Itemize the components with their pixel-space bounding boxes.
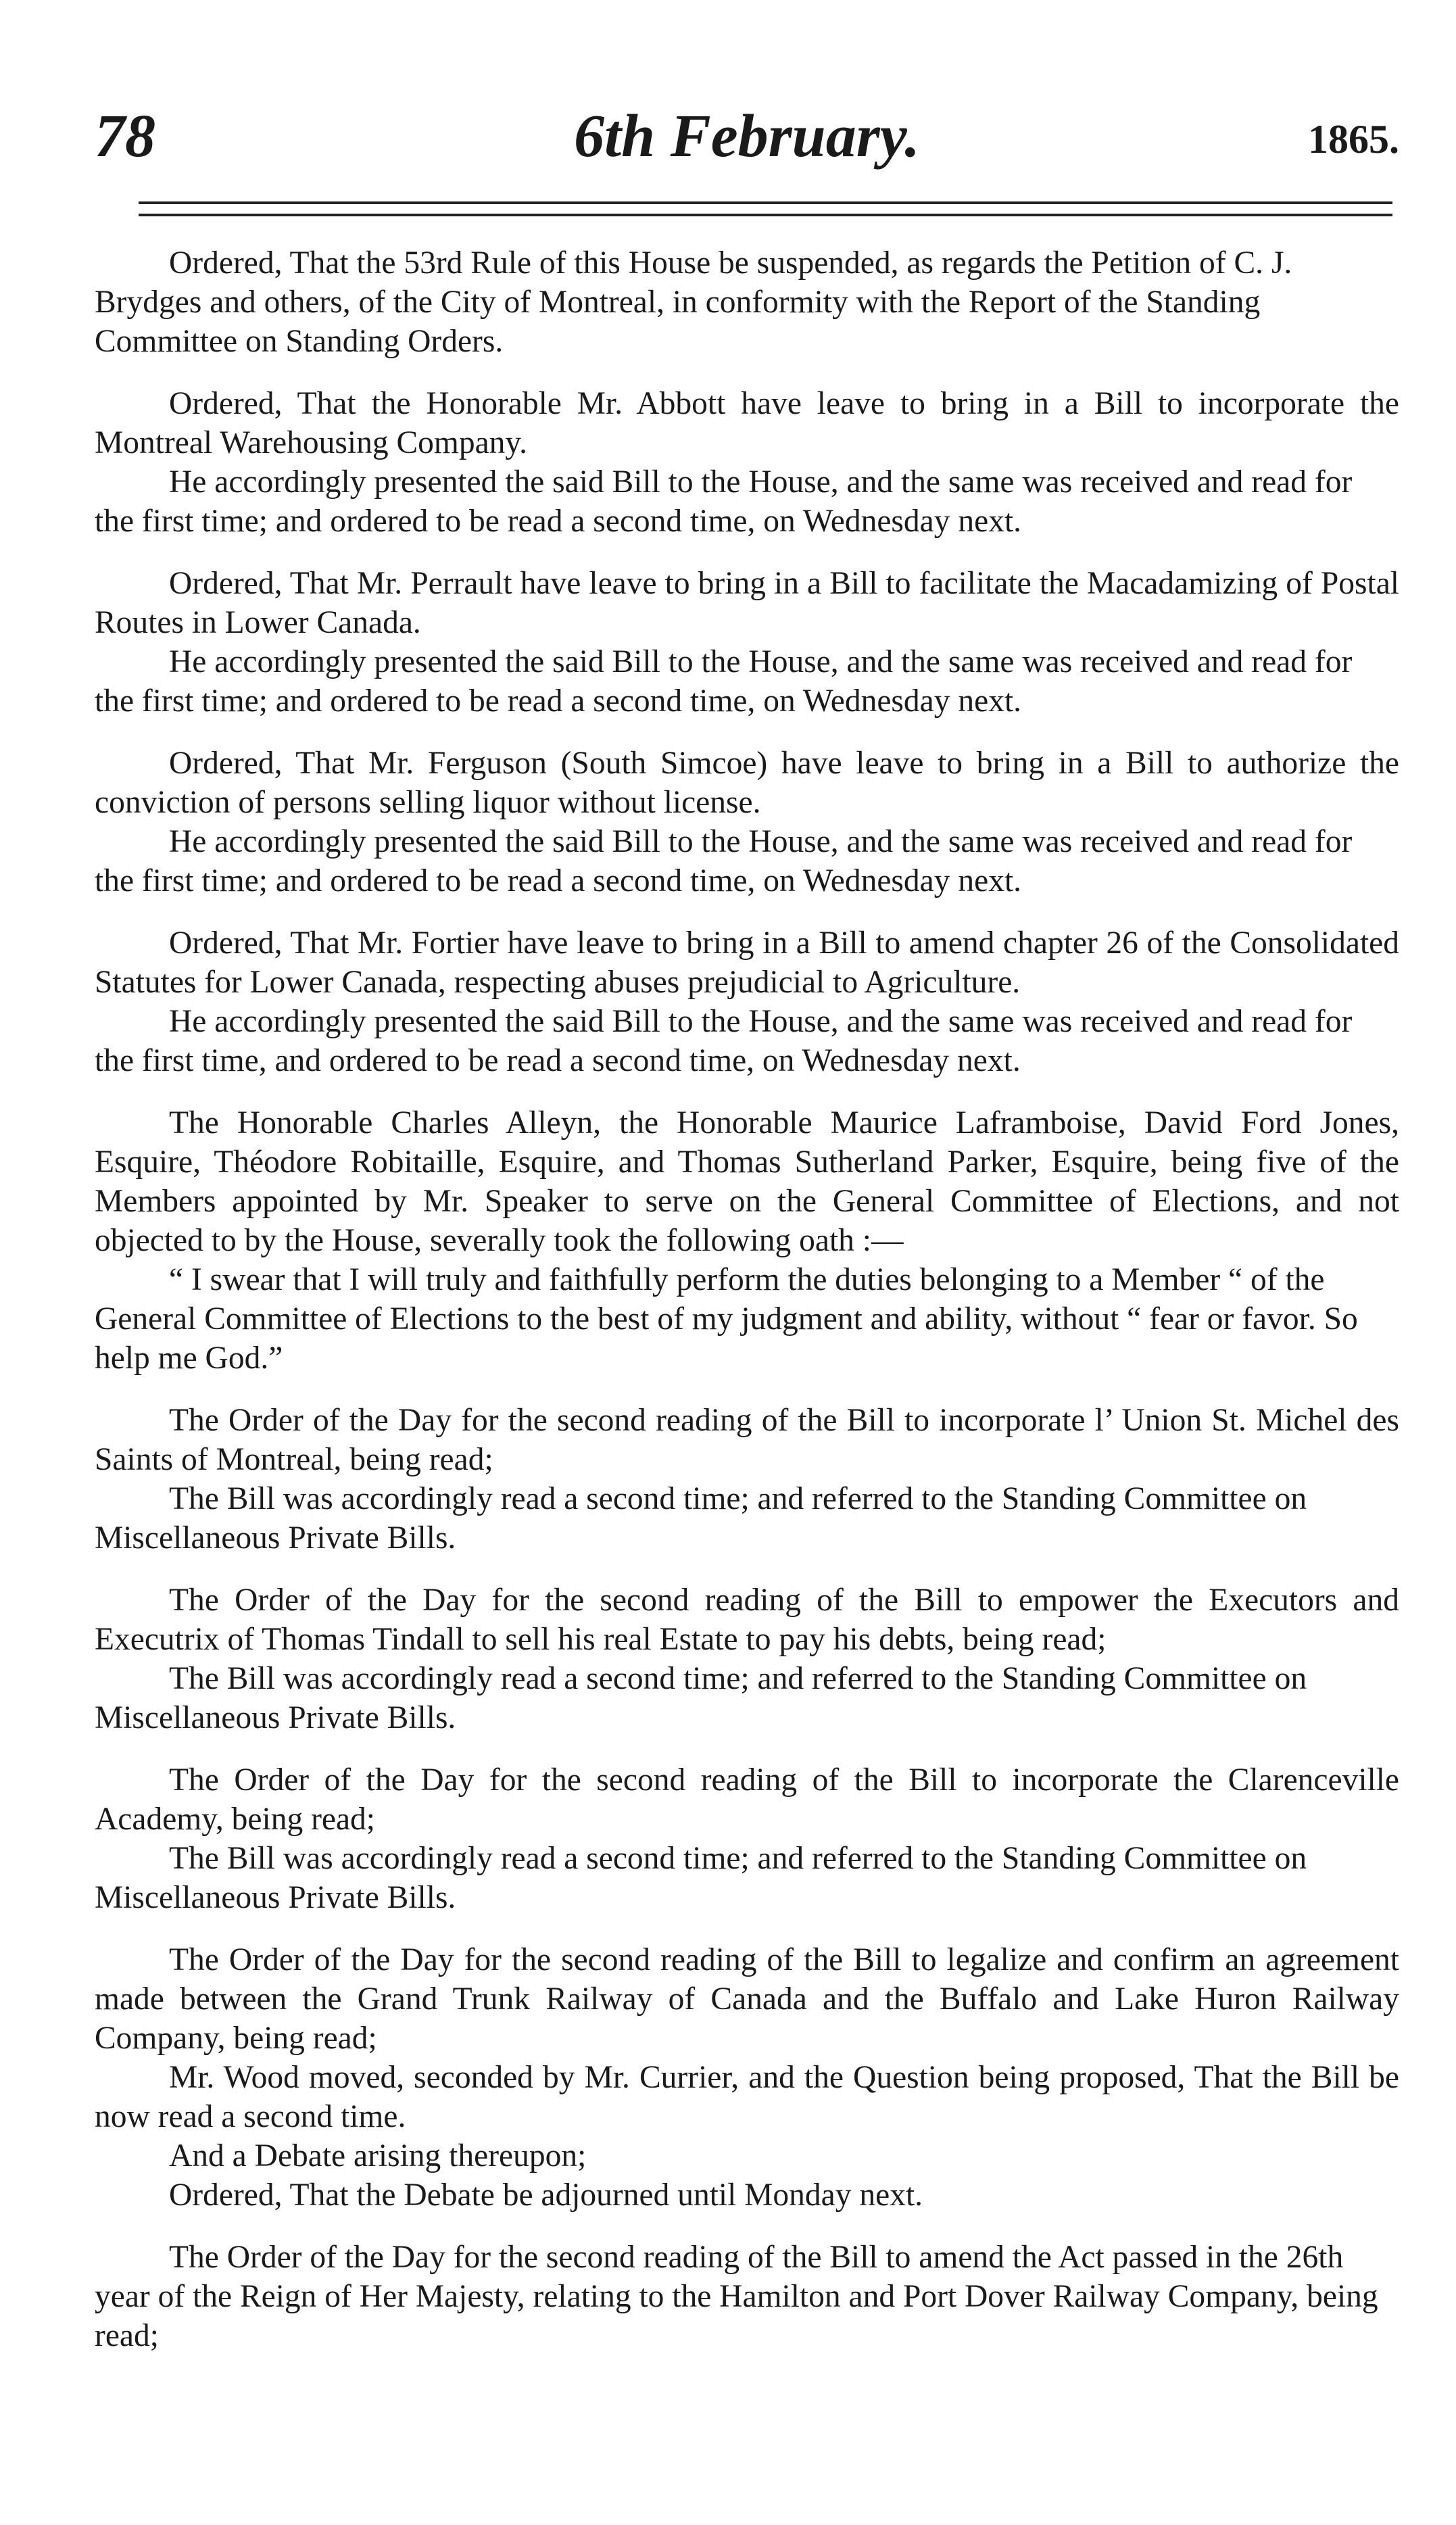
paragraph-line: And a Debate arising thereupon; [169, 2138, 587, 2173]
paragraph-line: Ordered, That the Honorable Mr. Abbott have leave to bring in a Bill to incorporate the Montreal Warehousing Company. [95, 386, 1399, 460]
paragraph-elections-committee [95, 1103, 1399, 1378]
paragraph-line: He accordingly presented the said Bill to the House, and the same was received and read for the first time, and ordered to be read a second time, on Wednesday next. [95, 1004, 1353, 1078]
paragraph-line: Ordered, That Mr. Perrault have leave to bring in a Bill to facilitate the Macadamizing of Postal Routes in Lower Canada. [95, 566, 1399, 640]
paragraph-line: The Order of the Day for the second reading of the Bill to incorporate the Clarenceville Academy, being read; [95, 1762, 1399, 1837]
header-rule-top [139, 201, 1392, 204]
page-number: 78 [95, 103, 155, 170]
paragraph-hamilton-port-dover [95, 2238, 1399, 2355]
paragraph-suspend-rule [95, 243, 1399, 361]
paragraph-tindall-estate [95, 1581, 1399, 1737]
paragraph-perrault-bill [95, 564, 1399, 721]
paragraph-line: Ordered, That Mr. Ferguson (South Simcoe) have leave to bring in a Bill to authorize the conviction of persons selling liquor without license. [95, 746, 1399, 820]
paragraph-abbott-bill [95, 384, 1399, 541]
paragraph-line: The Bill was accordingly read a second time; and referred to the Standing Committee on Miscellaneous Private Bills. [95, 1481, 1307, 1556]
paragraph-line: Ordered, That the Debate be adjourned until Monday next. [169, 2178, 923, 2213]
paragraph-fortier-bill [95, 923, 1399, 1080]
page-header [95, 101, 1399, 183]
paragraph-line: The Honorable Charles Alleyn, the Honorable Maurice Laframboise, David Ford Jones, Esquire, Théodore Robitaille, Esquire, and Thomas Sutherland Parker, Esquire, being five of the Members appointed by Mr. Speaker to serve on the General Committee of Elections, and not objected to by the House, severally took the following oath :— [95, 1105, 1399, 1258]
paragraph-line: He accordingly presented the said Bill to the House, and the same was received and read for the first time; and ordered to be read a second time, on Wednesday next. [95, 464, 1353, 539]
paragraph-line: The Bill was accordingly read a second time; and referred to the Standing Committee on Miscellaneous Private Bills. [95, 1661, 1307, 1735]
paragraph-line: The Order of the Day for the second reading of the Bill to empower the Executors and Executrix of Thomas Tindall to sell his real Estate to pay his debts, being read; [95, 1583, 1399, 1657]
paragraph-clarenceville-academy [95, 1760, 1399, 1917]
oath-text: “ I swear that I will truly and faithfully perform the duties belonging to a Member “ of the General Committee of Elections to the best of my judgment and ability, without “ fear or favor. So help me God.” [95, 1262, 1358, 1376]
paragraph-ferguson-bill [95, 744, 1399, 900]
page-year: 1865. [1308, 117, 1399, 162]
paragraph-line: He accordingly presented the said Bill to the House, and the same was received and read for the first time; and ordered to be read a second time, on Wednesday next. [95, 824, 1353, 898]
header-rule-bottom [139, 214, 1392, 216]
paragraph-line: The Order of the Day for the second reading of the Bill to legalize and confirm an agreement made between the Grand Trunk Railway of Canada and the Buffalo and Lake Huron Railway Company, being read; [95, 1942, 1399, 2056]
paragraph-line: The Order of the Day for the second reading of the Bill to amend the Act passed in the 26th year of the Reign of Her Majesty, relating to the Hamilton and Port Dover Railway Company, being read; [95, 2240, 1378, 2353]
paragraph-union-st-michel [95, 1401, 1399, 1558]
paragraph-line: Mr. Wood moved, seconded by Mr. Currier, and the Question being proposed, That the Bill be now read a second time. [95, 2060, 1399, 2134]
journal-body [95, 243, 1399, 2378]
paragraph-line: Ordered, That the 53rd Rule of this House be suspended, as regards the Petition of C. J. Brydges and others, of the City of Montreal, in conformity with the Report of the Standing Committee on Standing Orders. [95, 245, 1292, 359]
paragraph-line: The Bill was accordingly read a second time; and referred to the Standing Committee on Miscellaneous Private Bills. [95, 1841, 1307, 1915]
paragraph-line: He accordingly presented the said Bill to the House, and the same was received and read for the first time; and ordered to be read a second time, on Wednesday next. [95, 644, 1353, 719]
page-date-heading: 6th February. [574, 103, 920, 170]
paragraph-line: Ordered, That Mr. Fortier have leave to bring in a Bill to amend chapter 26 of the Consolidated Statutes for Lower Canada, respecting abuses prejudicial to Agriculture. [95, 925, 1399, 1000]
paragraph-line: The Order of the Day for the second reading of the Bill to incorporate l’ Union St. Michel des Saints of Montreal, being read; [95, 1403, 1399, 1477]
paragraph-grand-trunk-agreement [95, 1940, 1399, 2215]
